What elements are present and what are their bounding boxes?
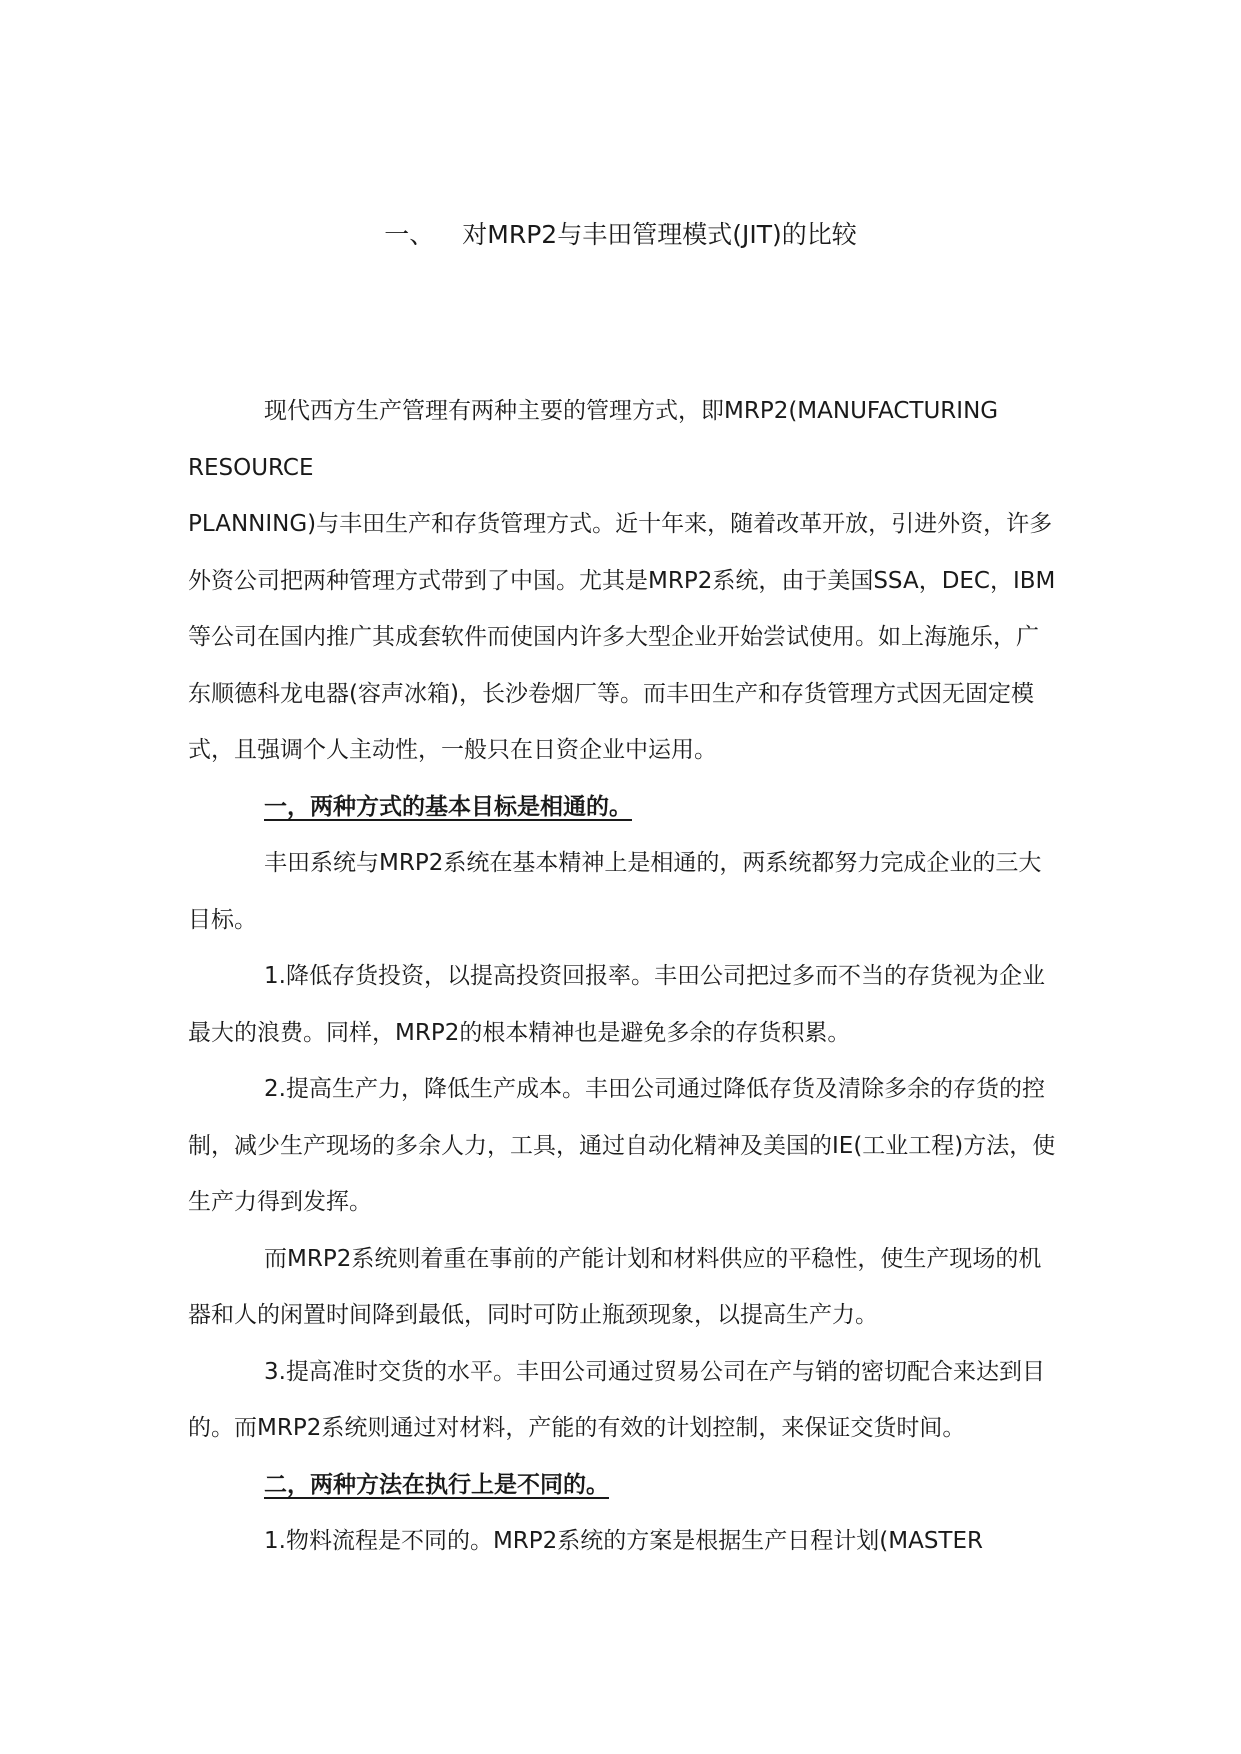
document-body <box>188 383 1058 1570</box>
section-heading-1 <box>188 779 1058 836</box>
title-number: 一、 <box>384 220 435 249</box>
section-heading-1-text: 一，两种方式的基本目标是相通的。 <box>264 793 632 820</box>
paragraph-goal-2-mrp2: 而MRP2系统则着重在事前的产能计划和材料供应的平稳性，使生产现场的机器和人的闲置时间降到最低，同时可防止瓶颈现象，以提高生产力。 <box>188 1245 1042 1328</box>
title-text: 对MRP2与丰田管理模式(JIT)的比较 <box>462 220 857 249</box>
paragraph-intro-line2: RESOURCE <box>188 454 314 481</box>
document-title <box>0 219 1241 251</box>
paragraph-goal-2: 2.提高生产力，降低生产成本。丰田公司通过降低存货及清除多余的存货的控制，减少生产现场的多余人力，工具，通过自动化精神及美国的IE(工业工程)方法，使生产力得到发挥。 <box>188 1076 1056 1215</box>
paragraph-intro-rest: PLANNING)与丰田生产和存货管理方式。近十年来，随着改革开放，引进外资，许多外资公司把两种管理方式带到了中国。尤其是MRP2系统，由于美国SSA，DEC，IBM等公司在国内推广其成套软件而使国内许多大型企业开始尝试使用。如上海施乐，广东顺德科龙电器(容声冰箱)，长沙卷烟厂等。而丰田生产和存货管理方式因无固定模式，且强调个人主动性，一般只在日资企业中运用。 <box>188 511 1056 763</box>
section-heading-2-text: 二，两种方法在执行上是不同的。 <box>264 1471 609 1498</box>
paragraph-goal-1: 1.降低存货投资，以提高投资回报率。丰田公司把过多而不当的存货视为企业最大的浪费。同样，MRP2的根本精神也是避免多余的存货积累。 <box>188 963 1045 1046</box>
section-heading-2 <box>188 1457 1058 1514</box>
paragraph-goal-3: 3.提高准时交货的水平。丰田公司通过贸易公司在产与销的密切配合来达到目的。而MRP2系统则通过对材料，产能的有效的计划控制，来保证交货时间。 <box>188 1358 1045 1441</box>
paragraph-material-flow: 1.物料流程是不同的。MRP2系统的方案是根据生产日程计划(MASTER <box>264 1528 983 1554</box>
paragraph-intro-line1: 现代西方生产管理有两种主要的管理方式，即MRP2(MANUFACTURING <box>264 398 999 424</box>
paragraph-goals: 丰田系统与MRP2系统在基本精神上是相通的，两系统都努力完成企业的三大目标。 <box>188 850 1042 933</box>
